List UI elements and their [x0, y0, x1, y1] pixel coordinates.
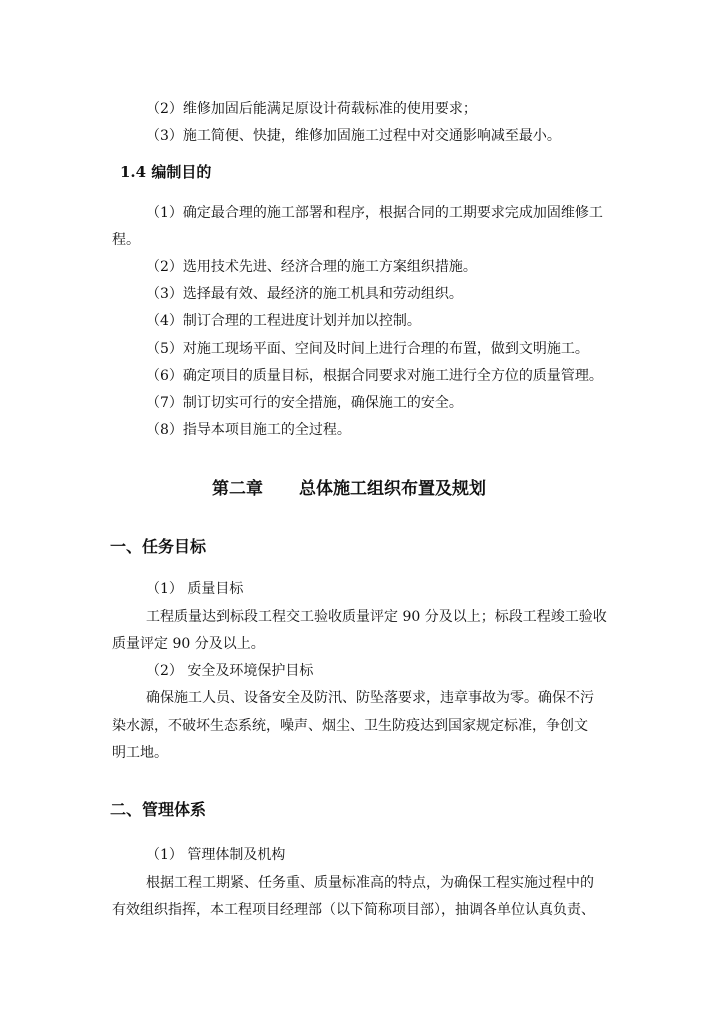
- requirement-item-3: （3）施工简便、快捷，维修加固施工过程中对交通影响减至最小。: [146, 128, 561, 144]
- purpose-item-2: （2）选用技术先进、经济合理的施工方案组织措施。: [146, 259, 477, 275]
- management-system-label: （1） 管理体制及机构: [146, 847, 286, 863]
- chapter-heading: [212, 480, 486, 498]
- safety-goal-label: （2） 安全及环境保护目标: [146, 663, 314, 679]
- purpose-item-1: （1）确定最合理的施工部署和程序，根据合同的工期要求完成加固维修工: [146, 205, 603, 221]
- purpose-item-6: （6）确定项目的质量目标，根据合同要求对施工进行全方位的质量管理。: [146, 368, 603, 384]
- management-text-1: 根据工程工期紧、任务重、质量标准高的特点，为确保工程实施过程中的: [146, 875, 594, 891]
- chapter-number: 第二章: [212, 479, 263, 499]
- requirement-item-2: （2）维修加固后能满足原设计荷载标准的使用要求；: [146, 101, 477, 117]
- purpose-item-3: （3）选择最有效、最经济的施工机具和劳动组织。: [146, 286, 463, 302]
- safety-goal-text-3: 明工地。: [112, 745, 168, 761]
- quality-goal-label: （1） 质量目标: [146, 581, 244, 597]
- purpose-item-4: （4）制订合理的工程进度计划并加以控制。: [146, 313, 421, 329]
- section-heading-1-4: 1.4 编制目的: [120, 163, 212, 181]
- section-heading-task-goals: 一、任务目标: [110, 537, 207, 556]
- quality-goal-text-1: 工程质量达到标段工程交工验收质量评定 90 分及以上；标段工程竣工验收: [146, 609, 607, 625]
- purpose-item-1-cont: 程。: [112, 232, 140, 248]
- purpose-item-7: （7）制订切实可行的安全措施，确保施工的安全。: [146, 395, 463, 411]
- management-text-2: 有效组织指挥，本工程项目经理部（以下简称项目部），抽调各单位认真负责、: [112, 902, 595, 918]
- quality-goal-text-2: 质量评定 90 分及以上。: [112, 636, 265, 652]
- chapter-title: 总体施工组织布置及规划: [299, 479, 486, 499]
- section-heading-management: 二、管理体系: [110, 800, 207, 819]
- safety-goal-text-1: 确保施工人员、设备安全及防汛、防坠落要求，违章事故为零。确保不污: [146, 690, 594, 706]
- purpose-item-8: （8）指导本项目施工的全过程。: [146, 422, 351, 438]
- safety-goal-text-2: 染水源，不破坏生态系统，噪声、烟尘、卫生防疫达到国家规定标准，争创文: [112, 718, 588, 734]
- purpose-item-5: （5）对施工现场平面、空间及时间上进行合理的布置，做到文明施工。: [146, 341, 589, 357]
